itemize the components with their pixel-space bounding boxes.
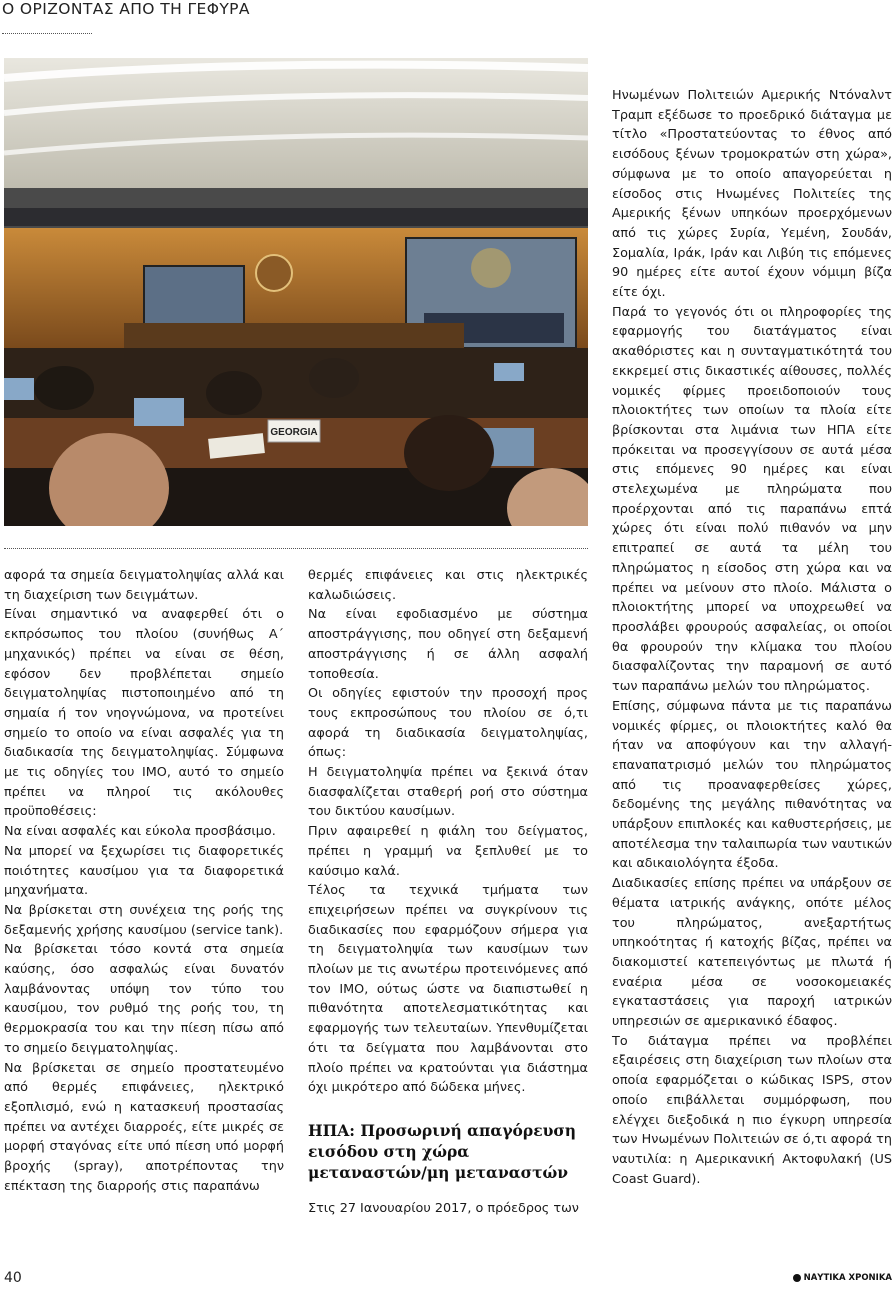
paragraph: Πριν αφαιρεθεί η φιάλη του δείγματος, πρέπει η γραμμή να ξεπλυθεί με το καύσιμο καλά. [308,824,588,879]
paragraph: Το διάταγμα πρέπει να προβλέπει εξαιρέσεις στη διαχείριση των πλοίων στα οποία εφαρμόζεται ο κώδικας ISPS, στον οποίο επιβάλλεται συμμόρφωση, που ελέγχει διεξοδικά η πιο έγκυρη υπηρεσία των Ηνωμένων Πολιτειών σε ό,τι αφορά τη ναυτιλία: η Αμερικανική Ακτοφυλακή (US Coast Guard). [612,1033,892,1187]
paragraph: Η δειγματοληψία πρέπει να ξεκινά όταν διασφαλίζεται σταθερή ροή στο σύστημα του δικτύου καυσίμων. [308,765,588,820]
paragraph: Να βρίσκεται σε σημείο προστατευμένο από θερμές επιφάνειες, ηλεκτρικό εξοπλισμό, ενώ η κατασκευή προστασίας πρέπει να αντέχει διαρροές, είτε μικρές σε μορφή σταγόνας είτε υπό πίεση υπό μορφή βροχής (spray), αποτρέποντας την επέκταση της διαρροής στις παραπάνω [4,1060,284,1194]
paragraph: Επίσης, σύμφωνα πάντα με τις παραπάνω νομικές φίρμες, οι πλοιοκτήτες καλό θα ήταν να αποφύγουν και την αλλαγή-επαναπατρισμό μελών του πληρώματος από τις προαναφερθείσες χώρες, δεδομένης της μεγάλης πιθανότητας να υπάρξουν επιπλοκές και καθυστερήσεις, με αποτέλεσμα την ταλαιπωρία των ναυτικών και αδικαιολόγητα έξοδα. [612,698,892,872]
paragraph: Να είναι εφοδιασμένο με σύστημα αποστράγγισης, που οδηγεί στη δεξαμενή αποστράγγισης ή σε άλλη ασφαλή τοποθεσία. [308,607,588,682]
paragraph: Να βρίσκεται τόσο κοντά στα σημεία καύσης, όσο ασφαλώς είναι δυνατόν λαμβάνοντας υπόψη τον τύπο του καυσίμου, τον ρυθμό της ροής του, τη θερμοκρασία του και την πίεση πίσω από το σημείο δειγματοληψίας. [4,942,284,1056]
paragraph: αφορά τα σημεία δειγματοληψίας αλλά και τη διαχείριση των δειγμάτων. [4,568,284,603]
paragraph: θερμές επιφάνειες και στις ηλεκτρικές καλωδιώσεις. [308,568,588,603]
article-column-2 [308,566,588,1219]
article-column-1 [4,566,284,1197]
paragraph: Να μπορεί να ξεχωρίσει τις διαφορετικές ποιότητες καυσίμου για τα διαφορετικά μηχανήματα. [4,843,284,899]
section-title: Ο ΟΡΙΖΟΝΤΑΣ ΑΠΟ ΤΗ ΓΕΦΥΡΑ [2,0,250,18]
magazine-brand-label: ΝΑΥΤΙΚΑ ΧΡΟΝΙΚΑ [803,1273,892,1283]
paragraph: Στις 27 Ιανουαρίου 2017, ο πρόεδρος των [308,1200,579,1216]
paragraph: Να βρίσκεται στη συνέχεια της ροής της δεξαμενής χρήσης καυσίμου (service tank). [4,902,284,938]
page-number: 40 [4,1270,22,1286]
paragraph: Τέλος τα τεχνικά τμήματα των επιχειρήσεων πρέπει να συγκρίνουν τις διαδικασίες που εφαρμόζουν σήμερα για τη δειγματοληψία των καυσίμων των πλοίων με τις ανωτέρω προτεινόμενες από τον IMO, ούτως ώστε να διαπιστωθεί η πιθανότητα αποτελεσματικότητας και εφαρμογής των τελευταίων. Υπενθυμίζεται ότι τα δείγματα που λαμβάνονται στο πλοίο πρέπει να κρατούνται για διάστημα όχι μικρότερο από δώδεκα μήνες. [308,883,588,1096]
magazine-logo-icon [793,1274,801,1282]
paragraph: Ηνωμένων Πολιτειών Αμερικής Ντόναλντ Τραμπ εξέδωσε το προεδρικό διάταγμα με τίτλο «Προστατεύοντας το έθνος από εισόδους ξένων τρομοκρατών στη χώρα», σύμφωνα με το οποίο απαγορεύεται η είσοδος στις Ηνωμένες Πολιτείες της Αμερικής ξένων υπηκόων προερχόμενων από τις χώρες Συρία, Υεμένη, Σουδάν, Σομαλία, Ιράκ, Ιράν και Λιβύη τις επόμενες 90 ημέρες είτε αυτοί έχουν νόμιμη βίζα είτε όχι. [612,88,892,301]
article-column-3 [612,86,892,1189]
paragraph: Παρά το γεγονός ότι οι πληροφορίες της εφαρμογής του διατάγματος είναι ακαθόριστες και η συνταγματικότητά του εκκρεμεί στις δικαστικές αίθουσες, πολλές νομικές φίρμες προειδοποιούν τους πλοιοκτήτες των οποίων τα πλοία είτε βρίσκονται στα λιμάνια των ΗΠΑ είτε πρόκειται να προσεγγίσουν σε αυτά μέσα στις επόμενες 90 ημέρες και είναι στελεχωμένα με πληρώματα που προέρχονται από τις παραπάνω επτά χώρες ότι είναι πολύ πιθανόν να μην επιτραπεί σε αυτά τα μέλη του πληρώματος η είσοδος στη χώρα και να πρέπει να μείνουν στο πλοίο. Μάλιστα ο πλοιοκτήτης μπορεί να υποχρεωθεί να προσλάβει φρουρούς ασφαλείας, οι οποίοι θα φρουρούν την κλίμακα του πλοίου διασφαλίζοντας την παραμονή σε αυτό των παραπάνω μελών του πληρώματος. [612,304,892,695]
magazine-brand [793,1273,892,1283]
title-divider [2,33,92,34]
paragraph: Διαδικασίες επίσης πρέπει να υπάρξουν σε θέματα ιατρικής ανάγκης, οπότε μέλος του πληρώματος, ανεξαρτήτως υπηκοότητας ή κατοχής βίζας, πρέπει να διακομιστεί κατεπειγόντως με πλωτά ή εναέρια μέσα σε νοσοκομειακές εγκαταστάσεις για παροχή ιατρικών υπηρεσιών σε αμερικανικό έδαφος. [612,876,892,1030]
article-subheading: ΗΠΑ: Προσωρινή απαγόρευση εισόδου στη χώρα μεταναστών/μη μεταναστών [308,1120,577,1182]
photo-nameplate: GEORGIA [270,427,318,438]
photo-divider [4,548,588,549]
paragraph: Οι οδηγίες εφιστούν την προσοχή προς τους εκπροσώπους του πλοίου σε ό,τι αφορά τη διαδικασία δειγματοληψίας, όπως: [308,686,588,761]
conference-photo [4,58,588,526]
paragraph: Είναι σημαντικό να αναφερθεί ότι ο εκπρόσωπος του πλοίου (συνήθως Α΄ μηχανικός) πρέπει να είναι σε θέση, εφόσον δεν προβλέπεται σημείο δειγματοληψίας πιστοποιημένο από τη σημαία ή τον νηογνώμονα, να προτείνει σημείο το οποίο να είναι ασφαλές για τη διαδικασία της δειγματοληψίας. Σύμφωνα με τις οδηγίες του IMO, αυτό το σημείο πρέπει να πληροί τις ακόλουθες προϋποθέσεις: [4,607,284,820]
paragraph: Να είναι ασφαλές και εύκολα προσβάσιμο. [4,824,276,840]
